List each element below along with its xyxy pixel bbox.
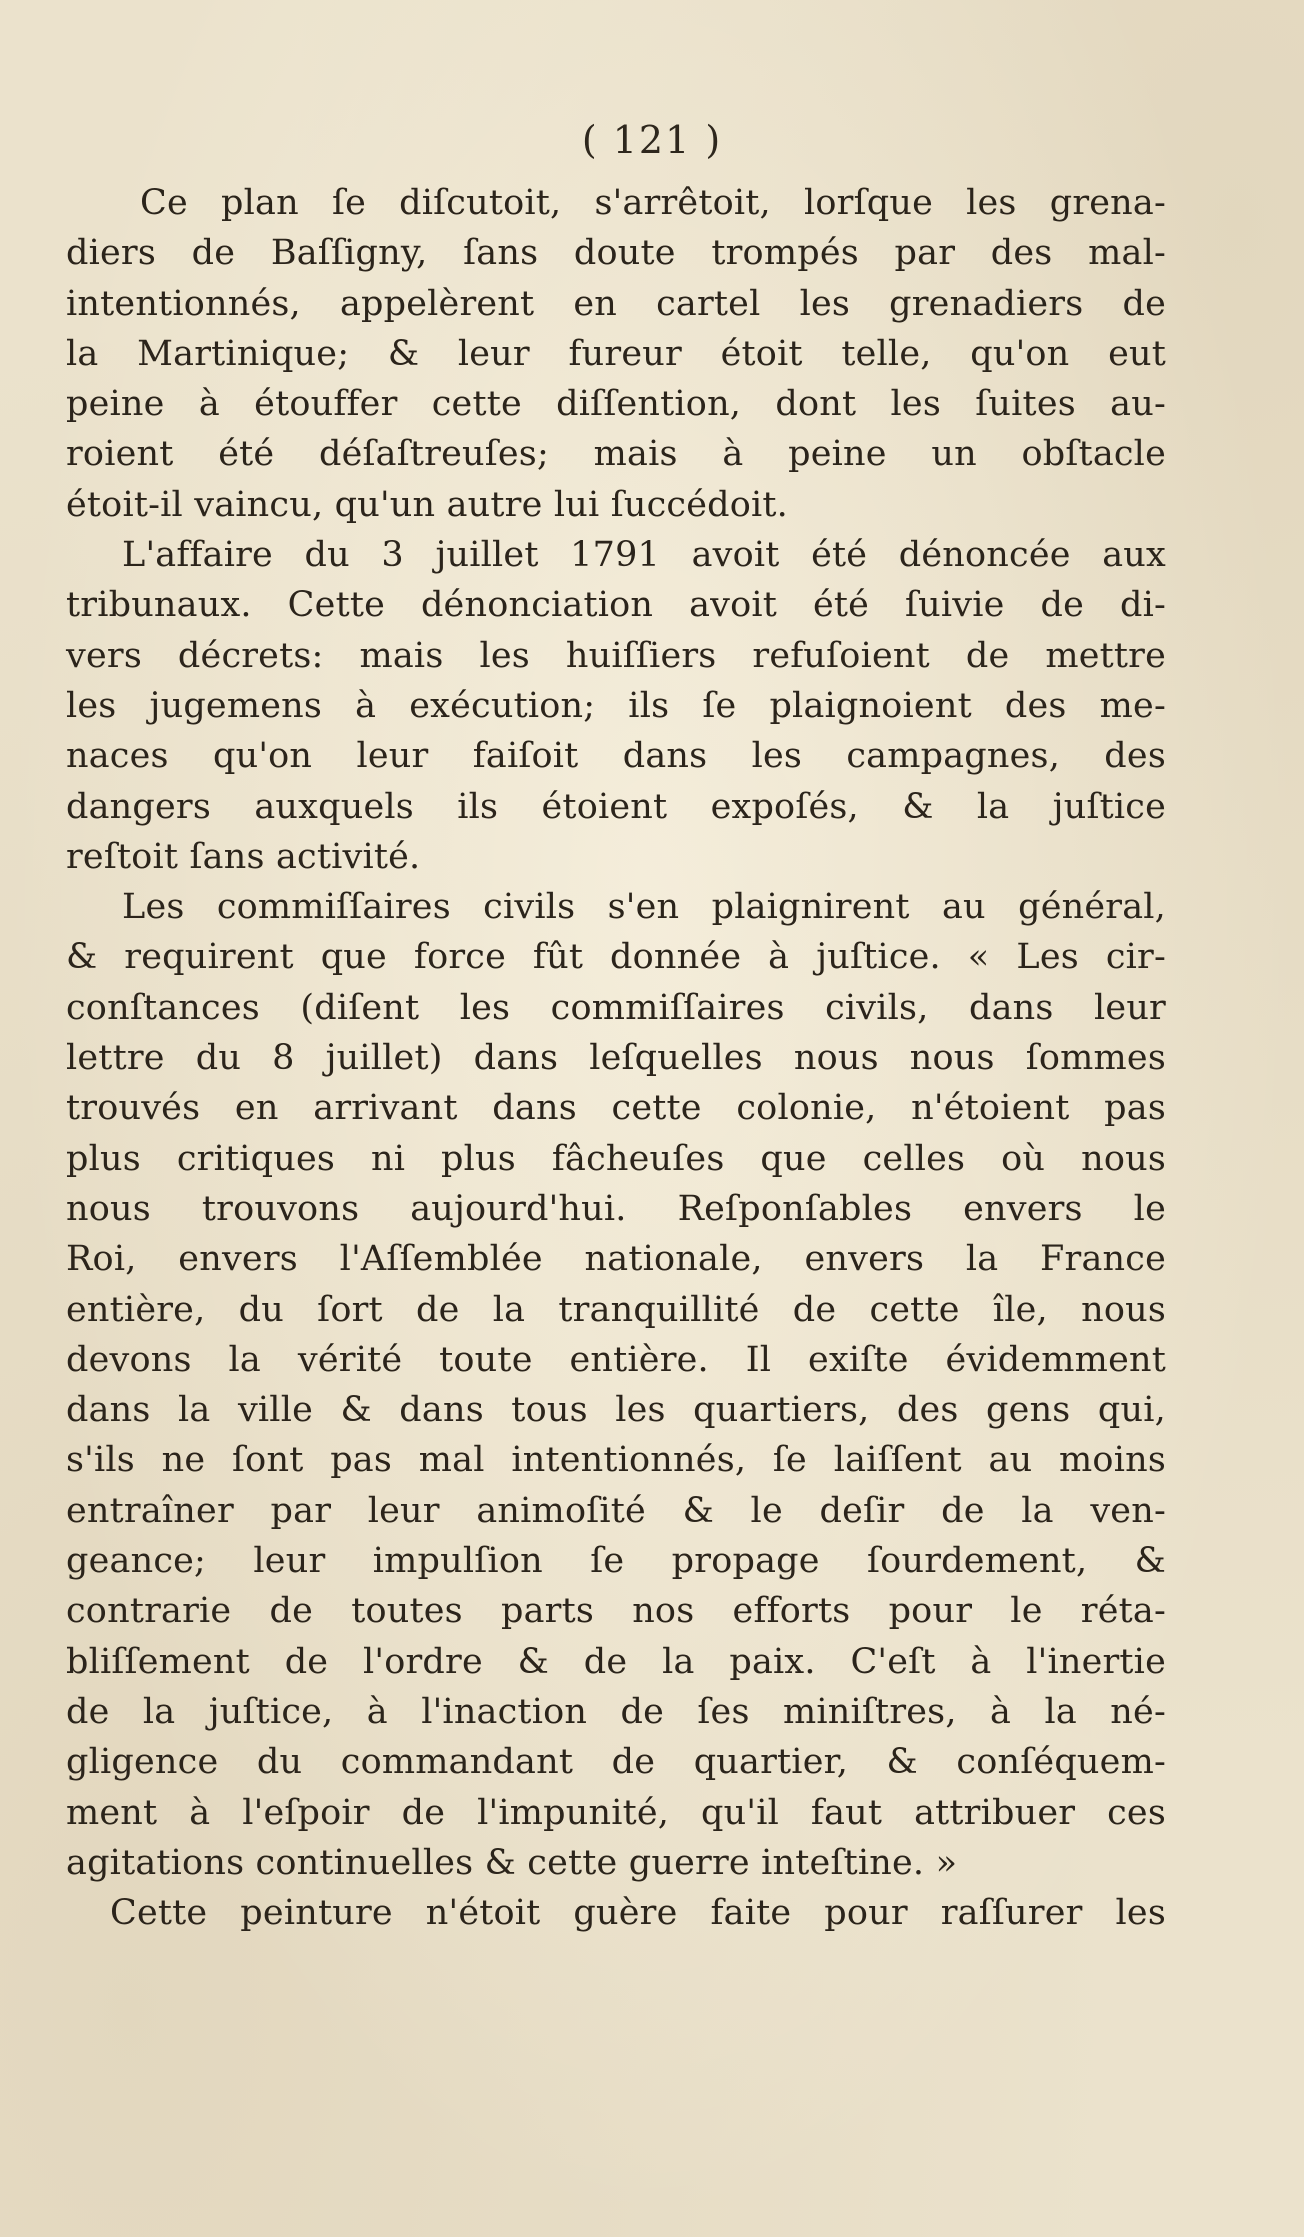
text-line: reſtoit ſans activité. — [66, 836, 421, 877]
text-line: devons la vérité toute entière. Il exiſte évidemment — [66, 1339, 1166, 1380]
text-line: lettre du 8 juillet) dans leſquelles nous nous ſommes — [66, 1038, 1166, 1079]
text-line: nous trouvons aujourd'hui. Reſponſables envers le — [66, 1188, 1166, 1229]
text-line: de la juſtice, à l'inaction de ſes miniſtres, à la né- — [66, 1691, 1166, 1732]
text-line: entraîner par leur animoſité & le deſir de la ven- — [66, 1490, 1166, 1531]
body-text — [66, 178, 1166, 1938]
text-line: vers décrets: mais les huiſſiers refuſoient de mettre — [66, 635, 1166, 676]
text-line: intentionnés, appelèrent en cartel les grenadiers de — [66, 283, 1166, 324]
text-line: dangers auxquels ils étoient expoſés, & la juſtice — [66, 786, 1166, 827]
text-line: ment à l'eſpoir de l'impunité, qu'il faut attribuer ces — [66, 1792, 1166, 1833]
text-line: diers de Baſſigny, ſans doute trompés par des mal- — [66, 233, 1166, 274]
text-line: conſtances (diſent les commiſſaires civils, dans leur — [66, 987, 1166, 1028]
text-line: geance; leur impulſion ſe propage ſourdement, & — [66, 1541, 1166, 1582]
text-line: les jugemens à exécution; ils ſe plaignoient des me- — [66, 685, 1166, 726]
text-line: agitations continuelles & cette guerre inteſtine. » — [66, 1842, 958, 1883]
text-line: la Martinique; & leur fureur étoit telle, qu'on eut — [66, 333, 1166, 374]
text-line: étoit-il vaincu, qu'un autre lui ſuccédoit. — [66, 484, 788, 525]
text-line: bliſſement de l'ordre & de la paix. C'eſt à l'inertie — [66, 1641, 1166, 1682]
text-line: Cette peinture n'étoit guère faite pour raſſurer les — [110, 1893, 1166, 1934]
text-line: naces qu'on leur faiſoit dans les campagnes, des — [66, 736, 1166, 777]
text-line: tribunaux. Cette dénonciation avoit été ſuivie de di- — [66, 585, 1166, 626]
text-line: entière, du ſort de la tranquillité de cette île, nous — [66, 1289, 1166, 1330]
text-line: roient été déſaſtreuſes; mais à peine un obſtacle — [66, 434, 1166, 475]
text-line: dans la ville & dans tous les quartiers, des gens qui, — [66, 1390, 1166, 1431]
text-line: Roi, envers l'Aſſemblée nationale, envers la France — [66, 1239, 1166, 1280]
text-line: L'affaire du 3 juillet 1791 avoit été dénoncée aux — [122, 535, 1166, 576]
page-number: ( 121 ) — [581, 118, 723, 162]
text-line: gligence du commandant de quartier, & conſéquem- — [66, 1742, 1166, 1783]
text-line: Les commiſſaires civils s'en plaignirent au général, — [122, 887, 1166, 928]
text-line: plus critiques ni plus fâcheuſes que celles où nous — [66, 1138, 1166, 1179]
text-line: & requirent que force fût donnée à juſtice. « Les cir- — [66, 937, 1166, 978]
text-line: s'ils ne ſont pas mal intentionnés, ſe laiſſent au moins — [66, 1440, 1166, 1481]
text-line: peine à étouffer cette diſſention, dont les ſuites au- — [66, 384, 1166, 425]
text-line: contrarie de toutes parts nos efforts pour le réta- — [66, 1591, 1166, 1632]
text-line: Ce plan ſe diſcutoit, s'arrêtoit, lorſque les grena- — [140, 183, 1166, 223]
text-line: trouvés en arrivant dans cette colonie, n'étoient pas — [66, 1088, 1166, 1129]
